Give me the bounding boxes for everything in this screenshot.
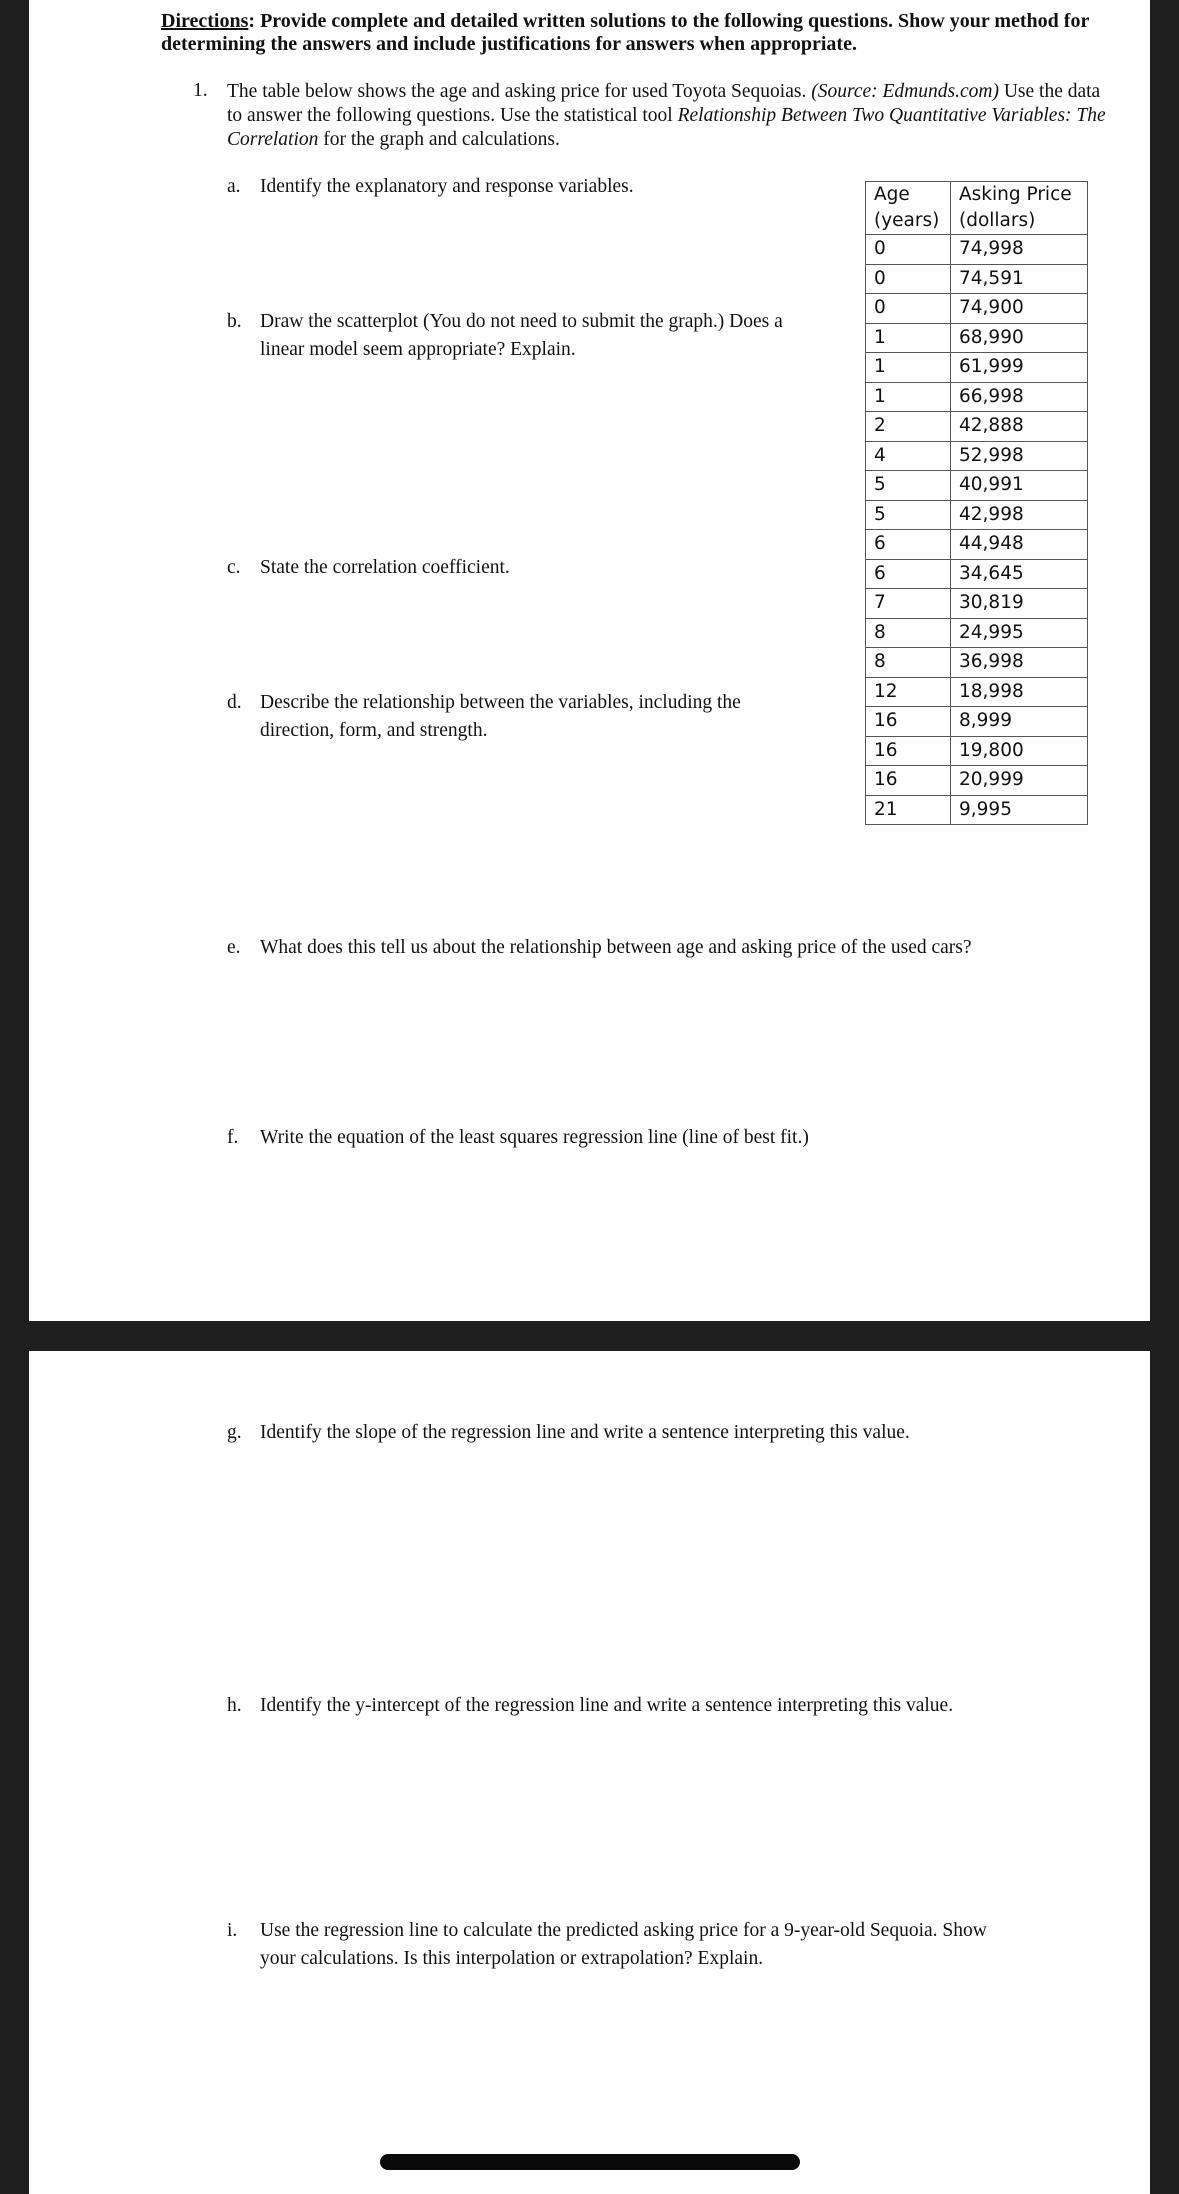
- age-cell: 7: [866, 589, 951, 619]
- table-row: [866, 618, 1088, 648]
- worksheet-page-2: [29, 1351, 1150, 2194]
- subquestion-text: What does this tell us about the relationship between age and asking price of the used cars?: [260, 937, 972, 958]
- price-cell: 74,591: [951, 264, 1088, 294]
- question-number: 1.: [193, 80, 208, 101]
- table-row: [866, 500, 1088, 530]
- price-header-line2: (dollars): [959, 210, 1036, 231]
- table-row: [866, 707, 1088, 737]
- subquestion-text-line2: your calculations. Is this interpolation or extrapolation? Explain.: [260, 1948, 764, 1969]
- directions-text: : Provide complete and detailed written solutions to the following questions. Show your method for determining the answers and include justifications for answers when appropriate.: [161, 10, 1089, 55]
- price-cell: 66,998: [951, 382, 1088, 412]
- subquestion-text: State the correlation coefficient.: [260, 557, 510, 578]
- age-cell: 5: [866, 471, 951, 501]
- subquestion-text-line1: Draw the scatterplot (You do not need to submit the graph.) Does a: [260, 311, 783, 332]
- price-cell: 8,999: [951, 707, 1088, 737]
- subquestion-text-line2: direction, form, and strength.: [260, 720, 488, 741]
- intro-source: (Source: Edmunds.com): [811, 81, 999, 102]
- price-header-line1: Asking Price: [959, 184, 1072, 205]
- subquestion-text-line1: Use the regression line to calculate the predicted asking price for a 9-year-old Sequoia. Show: [260, 1920, 987, 1941]
- price-cell: 44,948: [951, 530, 1088, 560]
- worksheet-page-1: [29, 0, 1150, 1321]
- price-cell: 42,998: [951, 500, 1088, 530]
- price-cell: 68,990: [951, 323, 1088, 353]
- sequoia-data-table: [865, 181, 1088, 825]
- subquestion-text: Identify the slope of the regression line and write a sentence interpreting this value.: [260, 1422, 910, 1443]
- price-cell: 18,998: [951, 677, 1088, 707]
- question-intro: [227, 80, 1107, 152]
- price-cell: 74,900: [951, 294, 1088, 324]
- age-cell: 8: [866, 648, 951, 678]
- age-cell: 16: [866, 707, 951, 737]
- price-cell: 61,999: [951, 353, 1088, 383]
- age-cell: 6: [866, 559, 951, 589]
- table-row: [866, 323, 1088, 353]
- subquestion-text-line1: Describe the relationship between the variables, including the: [260, 692, 741, 713]
- age-cell: 16: [866, 736, 951, 766]
- age-cell: 1: [866, 353, 951, 383]
- intro-text-3: for the graph and calculations.: [318, 129, 560, 150]
- price-cell: 74,998: [951, 235, 1088, 265]
- price-cell: 42,888: [951, 412, 1088, 442]
- price-cell: 34,645: [951, 559, 1088, 589]
- subquestion-text: Write the equation of the least squares regression line (line of best fit.): [260, 1127, 809, 1148]
- table-row: [866, 441, 1088, 471]
- table-row: [866, 589, 1088, 619]
- table-header-row: [866, 182, 1088, 235]
- age-cell: 5: [866, 500, 951, 530]
- age-cell: 1: [866, 323, 951, 353]
- subquestion-text-line2: linear model seem appropriate? Explain.: [260, 339, 576, 360]
- age-header-line1: Age: [874, 184, 910, 205]
- age-cell: 1: [866, 382, 951, 412]
- price-cell: 19,800: [951, 736, 1088, 766]
- table-row: [866, 677, 1088, 707]
- table-row: [866, 648, 1088, 678]
- age-cell: 4: [866, 441, 951, 471]
- price-cell: 20,999: [951, 766, 1088, 796]
- price-cell: 40,991: [951, 471, 1088, 501]
- price-cell: 36,998: [951, 648, 1088, 678]
- price-cell: 52,998: [951, 441, 1088, 471]
- intro-tool: Relationship Between Two Quantitative Variables: The Correlation: [227, 105, 1106, 150]
- subquestion-letter: i.: [227, 1920, 238, 1941]
- table-row: [866, 795, 1088, 825]
- table-row: [866, 559, 1088, 589]
- subquestion-letter: f.: [227, 1127, 239, 1148]
- subquestion-letter: a.: [227, 176, 241, 197]
- intro-text-1: The table below shows the age and asking price for used Toyota Sequoias.: [227, 81, 812, 102]
- subquestion-text: Identify the explanatory and response variables.: [260, 176, 634, 197]
- directions: [161, 10, 1121, 56]
- table-row: [866, 736, 1088, 766]
- subquestion-text: Identify the y-intercept of the regression line and write a sentence interpreting this value.: [260, 1695, 954, 1716]
- age-cell: 0: [866, 264, 951, 294]
- age-cell: 16: [866, 766, 951, 796]
- subquestion-letter: h.: [227, 1695, 242, 1716]
- age-cell: 12: [866, 677, 951, 707]
- subquestion-letter: e.: [227, 937, 241, 958]
- table-row: [866, 353, 1088, 383]
- table-row: [866, 294, 1088, 324]
- age-cell: 0: [866, 235, 951, 265]
- home-indicator[interactable]: [380, 2154, 800, 2170]
- intro-text-2: Use the data to answer the following questions. Use the statistical tool: [227, 81, 1101, 126]
- price-header: [951, 182, 1088, 235]
- subquestion-letter: c.: [227, 557, 241, 578]
- table-row: [866, 382, 1088, 412]
- directions-lead: Directions: [161, 10, 249, 32]
- table-row: [866, 766, 1088, 796]
- price-cell: 24,995: [951, 618, 1088, 648]
- table-row: [866, 530, 1088, 560]
- subquestion-letter: b.: [227, 311, 242, 332]
- table-row: [866, 235, 1088, 265]
- age-cell: 0: [866, 294, 951, 324]
- age-cell: 6: [866, 530, 951, 560]
- table-row: [866, 471, 1088, 501]
- table-row: [866, 264, 1088, 294]
- age-cell: 21: [866, 795, 951, 825]
- table-row: [866, 412, 1088, 442]
- subquestion-letter: d.: [227, 692, 242, 713]
- price-cell: 30,819: [951, 589, 1088, 619]
- age-cell: 8: [866, 618, 951, 648]
- age-header-line2: (years): [874, 210, 940, 231]
- age-cell: 2: [866, 412, 951, 442]
- subquestion-letter: g.: [227, 1422, 242, 1443]
- age-header: [866, 182, 951, 235]
- price-cell: 9,995: [951, 795, 1088, 825]
